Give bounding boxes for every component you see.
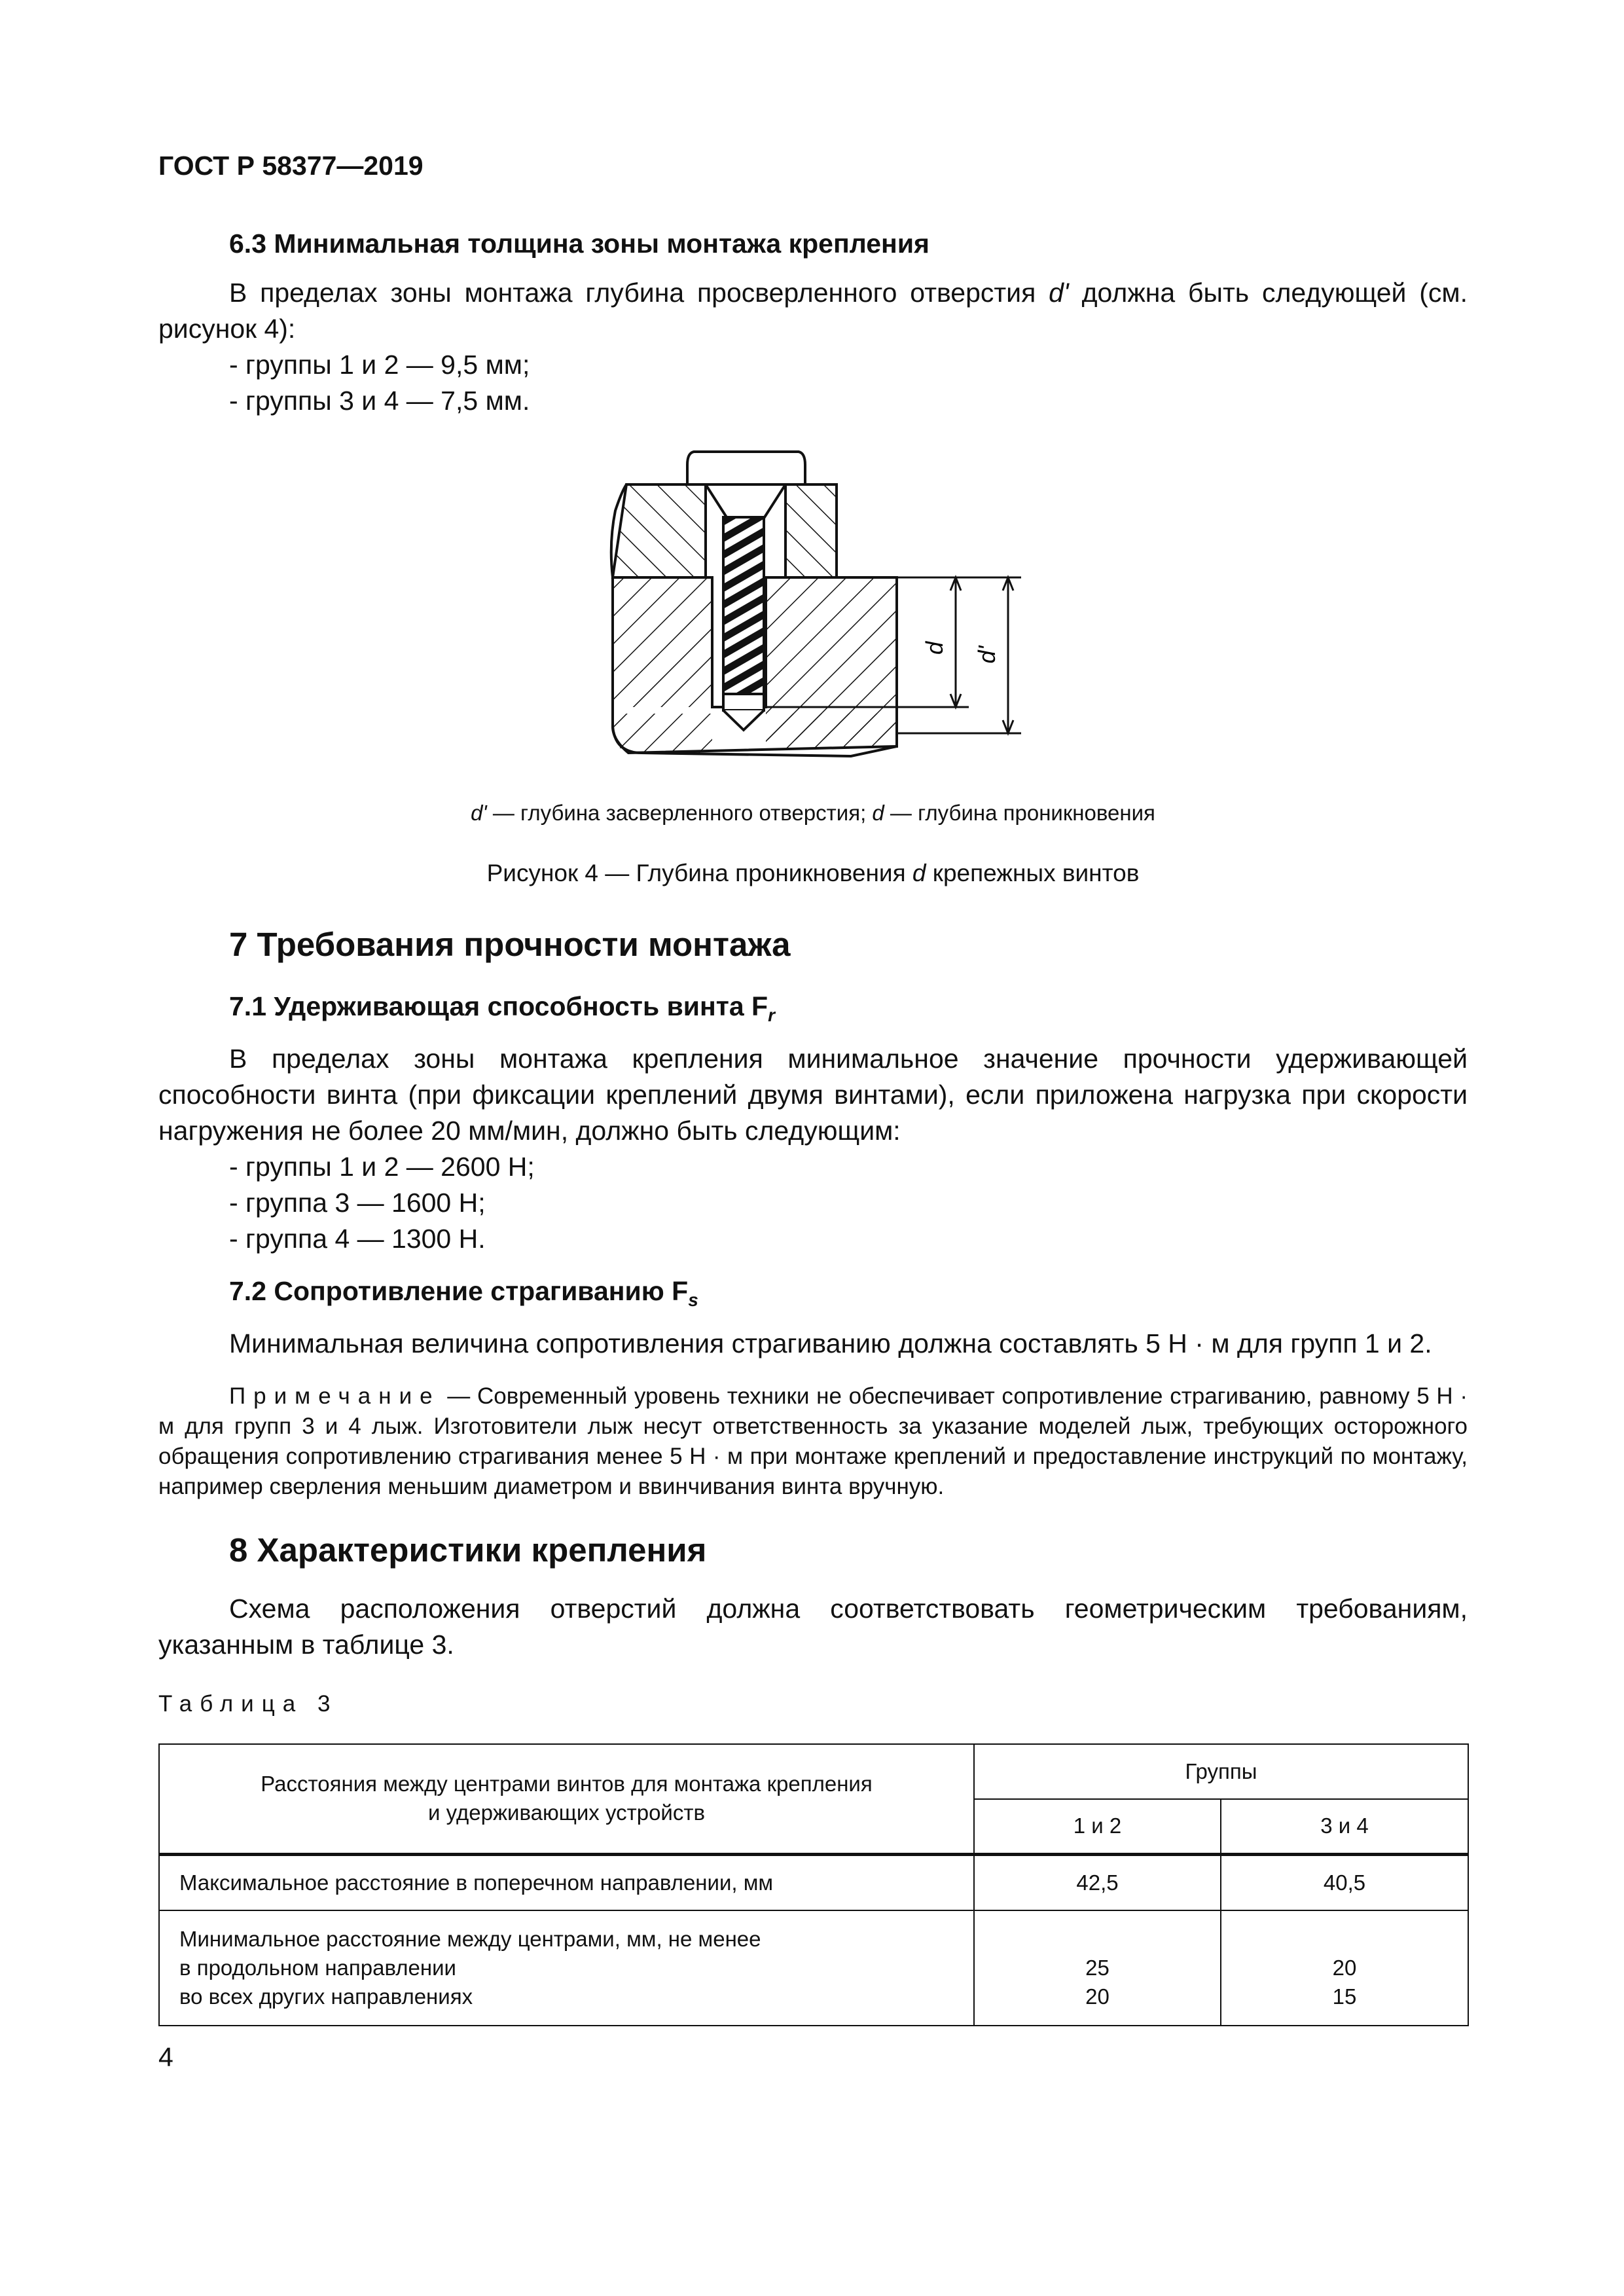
section-7-1-paragraph: В пределах зоны монтажа крепления минимальное значение прочности удерживающей способности винта (при фиксации креплений двумя винтами), если приложена нагрузка при скорости нагружения не более 20 мм/мин, должно быть следующим: — [158, 1044, 1468, 1146]
section-7-2-title: 7.2 Сопротивление страгиванию $F_s$ — [229, 1276, 698, 1311]
cell-group-1-2: 25 20 — [974, 1910, 1221, 2026]
figure-4-caption: Рисунок 4 — Глубина проникновения d крепежных винтов — [486, 860, 1140, 886]
section-7-1-title: 7.1 Удерживающая способность винта $F_r$ — [229, 991, 775, 1026]
section-8-paragraph: Схема расположения отверстий должна соответствовать геометрическим требованиям, указанным в таблице 3. — [158, 1594, 1468, 1660]
section-7-1-list — [229, 1149, 535, 1257]
section-6-3-title: 6.3 Минимальная толщина зоны монтажа крепления — [229, 228, 929, 259]
section-6-3-list — [229, 347, 530, 419]
list-item: - группы 3 и 4 — 7,5 мм. — [229, 383, 530, 419]
table-3-label: Таблица 3 — [158, 1691, 338, 1717]
section-6-3-paragraph: В пределах зоны монтажа глубина просверленного отверстия d' должна быть следующей (см. рисунок 4): — [158, 278, 1468, 344]
note-label: Примечание — [229, 1383, 441, 1409]
section-8-title: 8 Характеристики крепления — [229, 1531, 707, 1569]
figure-4-legend: d' — глубина засверленного отверстия; d — глубина проникновения — [471, 801, 1155, 825]
dim-label-d: d — [921, 641, 948, 655]
note-text: — Современный уровень техники не обеспечивает сопротивление страгиванию, равному 5 Н · м для групп 3 и 4 лыж. Изготовители лыж несут ответственность за указание моделей лыж, требующих осторожного обращения сопротивлению страгивания менее 5 Н · м при монтаже креплений и предоставление инструкций по монтажу, например сверления меньшим диаметром и ввинчивания винта вручную. — [158, 1383, 1468, 1499]
row-label: Минимальное расстояние между центрами, мм, не менее в продольном направлении во всех других направлениях — [159, 1910, 974, 2026]
dim-label-d-prime: d' — [973, 646, 1000, 664]
section-7-2-paragraph: Минимальная величина сопротивления страгиванию должна составлять 5 Н · м для групп 1 и 2. — [229, 1328, 1432, 1358]
list-item: - группы 1 и 2 — 9,5 мм; — [229, 347, 530, 383]
table-header-distances: Расстояния между центрами винтов для монтажа крепления и удерживающих устройств — [159, 1744, 974, 1854]
table-3 — [158, 1743, 1469, 2026]
list-item: - группа 4 — 1300 Н. — [229, 1221, 535, 1257]
table-row — [159, 1910, 1468, 2026]
note-block — [158, 1381, 1468, 1502]
section-7-title: 7 Требования прочности монтажа — [229, 926, 791, 963]
row-label: Максимальное расстояние в поперечном направлении, мм — [159, 1854, 974, 1910]
figure-4-drawing — [589, 445, 1060, 786]
table-header-group-3-4: 3 и 4 — [1221, 1799, 1468, 1854]
list-item: - группа 3 — 1600 Н; — [229, 1185, 535, 1221]
cell-group-3-4: 40,5 — [1221, 1854, 1468, 1910]
page-number: 4 — [158, 2042, 173, 2072]
table-header-groups: Группы — [974, 1744, 1468, 1799]
cell-group-3-4: 20 15 — [1221, 1910, 1468, 2026]
doc-code-header: ГОСТ Р 58377—2019 — [158, 151, 424, 181]
table-header-group-1-2: 1 и 2 — [974, 1799, 1221, 1854]
cell-group-1-2: 42,5 — [974, 1854, 1221, 1910]
table-row — [159, 1854, 1468, 1910]
list-item: - группы 1 и 2 — 2600 Н; — [229, 1149, 535, 1185]
